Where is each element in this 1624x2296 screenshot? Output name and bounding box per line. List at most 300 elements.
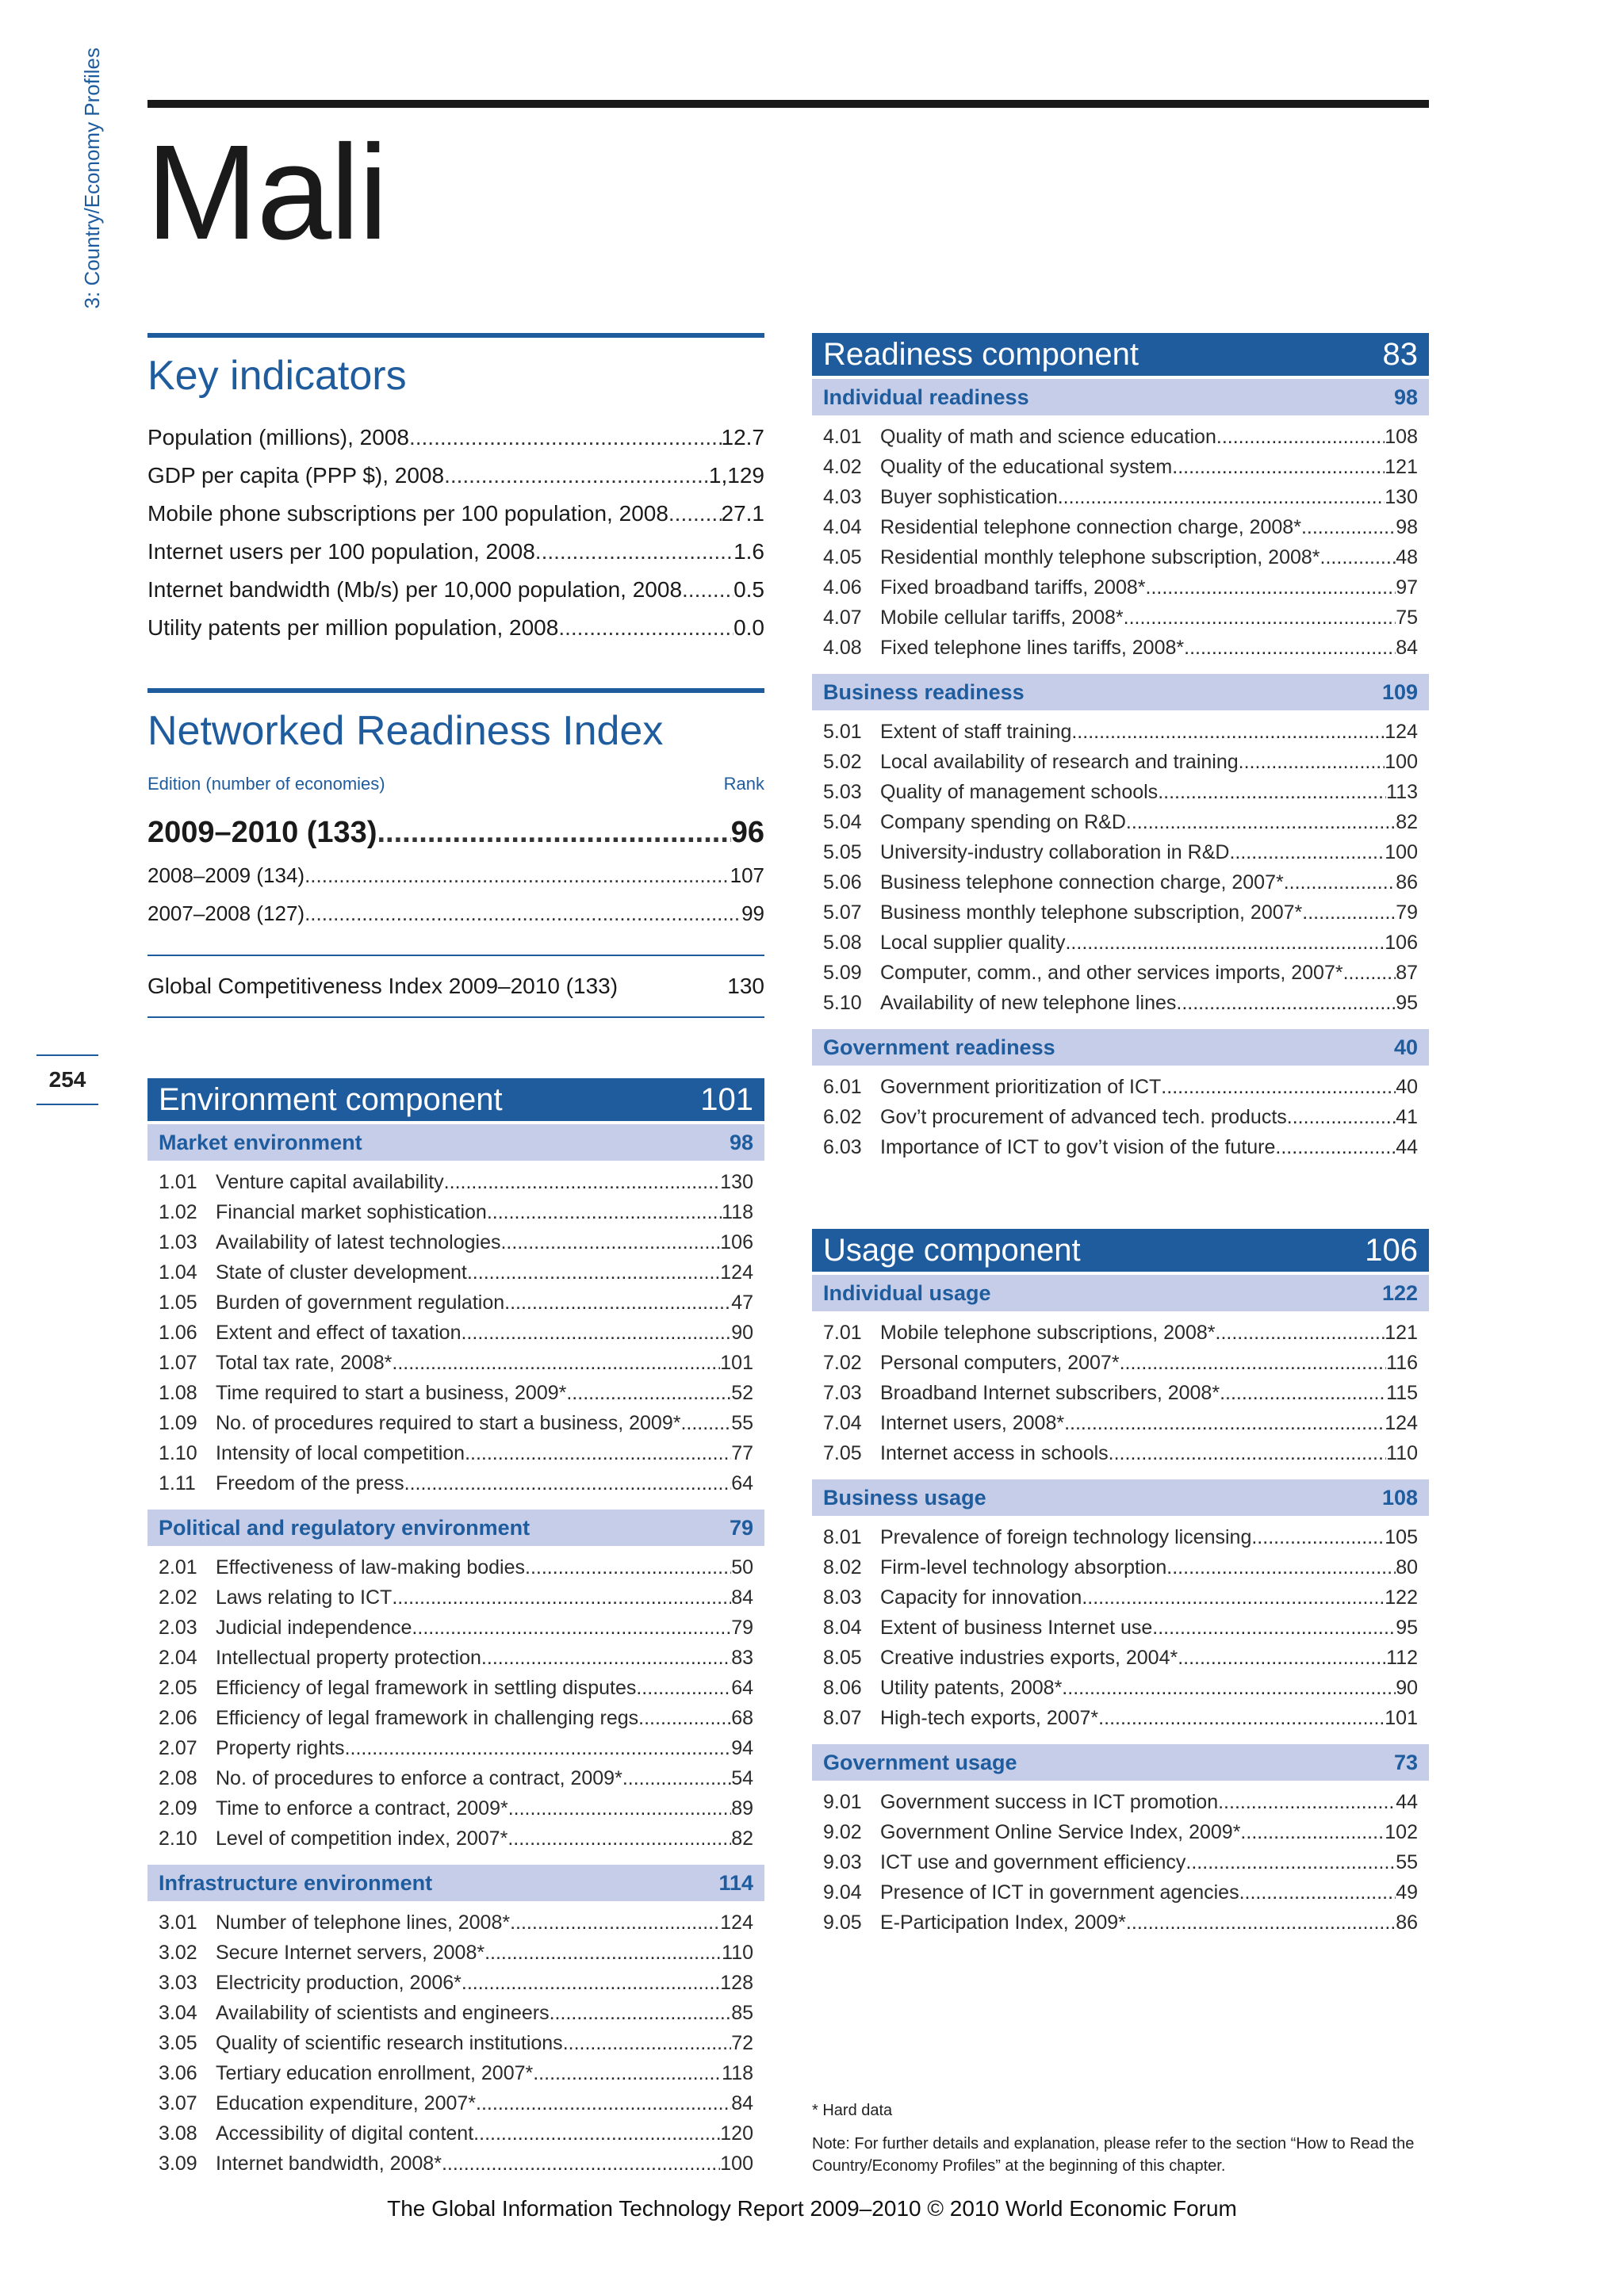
indicator-rank: 80 — [1396, 1556, 1418, 1578]
indicator-code: 4.01 — [823, 426, 862, 448]
indicator-value: 27.1 — [721, 501, 764, 526]
leader-dots — [1240, 1817, 1385, 1847]
nri-history-row — [147, 856, 764, 894]
hard-data-note: * Hard data — [812, 2102, 893, 2119]
indicator-code: 2.06 — [159, 1707, 197, 1729]
indicator-rank: 86 — [1396, 871, 1418, 894]
indicator-label: Internet access in schools — [880, 1442, 1109, 1464]
indicator-label: Availability of latest technologies — [216, 1231, 501, 1253]
indicator-code: 7.01 — [823, 1322, 862, 1344]
indicator-row — [159, 2058, 753, 2088]
leader-dots — [476, 2088, 731, 2118]
indicator-code: 5.06 — [823, 871, 862, 894]
indicator-code: 2.07 — [159, 1737, 197, 1759]
indicator-code: 5.10 — [823, 992, 862, 1014]
indicator-rank: 128 — [720, 1972, 753, 1994]
indicator-rank: 97 — [1396, 576, 1418, 599]
leader-dots — [525, 1552, 731, 1582]
indicator-row — [823, 1877, 1418, 1908]
indicator-rank: 98 — [1396, 516, 1418, 538]
indicator-row — [159, 2118, 753, 2149]
indicator-code: 5.05 — [823, 841, 862, 863]
indicator-label: Government success in ICT promotion — [880, 1791, 1219, 1813]
indicator-rank: 55 — [731, 1412, 753, 1434]
component-title: Usage component — [823, 1233, 1081, 1268]
indicator-rank: 90 — [1396, 1677, 1418, 1699]
leader-dots — [404, 1468, 732, 1498]
indicator-row — [159, 1408, 753, 1438]
indicator-label: Government Online Service Index, 2009* — [880, 1821, 1241, 1843]
indicator-code: 3.09 — [159, 2152, 197, 2175]
indicator-code: 4.04 — [823, 516, 862, 538]
indicator-row — [823, 1522, 1418, 1552]
indicator-code: 3.07 — [159, 2092, 197, 2114]
indicator-row — [159, 1998, 753, 2028]
indicator-rank: 84 — [731, 2092, 753, 2114]
indicator-label: Tertiary education enrollment, 2007* — [216, 2062, 534, 2084]
leader-dots — [481, 1643, 731, 1673]
leader-dots — [508, 1823, 731, 1854]
leader-dots — [1109, 1438, 1386, 1468]
indicator-code: 3.01 — [159, 1911, 197, 1934]
indicator-code: 2.03 — [159, 1617, 197, 1639]
leader-dots — [638, 1703, 731, 1733]
nri-history-row — [147, 894, 764, 932]
indicator-row — [823, 1703, 1418, 1733]
indicator-value: 1,129 — [708, 463, 764, 488]
leader-dots — [1152, 1613, 1396, 1643]
indicator-row — [159, 1167, 753, 1197]
indicator-label: Time to enforce a contract, 2009* — [216, 1797, 508, 1820]
indicator-rank: 84 — [731, 1586, 753, 1609]
indicator-code: 1.03 — [159, 1231, 197, 1253]
indicator-row — [823, 777, 1418, 807]
indicator-label: Quality of management schools — [880, 781, 1159, 803]
indicator-row — [823, 747, 1418, 777]
indicator-code: 9.02 — [823, 1821, 862, 1843]
indicator-rank: 85 — [731, 2002, 753, 2024]
key-indicators-title: Key indicators — [147, 353, 407, 399]
indicator-label: Intensity of local competition — [216, 1442, 465, 1464]
indicator-row — [159, 1908, 753, 1938]
indicator-row — [823, 603, 1418, 633]
leader-dots — [1302, 897, 1396, 928]
leader-dots — [304, 894, 741, 932]
indicator-row — [823, 1378, 1418, 1408]
indicator-code: 7.05 — [823, 1442, 862, 1464]
indicator-list — [147, 1901, 764, 2185]
indicator-code: 1.02 — [159, 1201, 197, 1223]
indicator-code: 5.01 — [823, 721, 862, 743]
indicator-code: 4.07 — [823, 607, 862, 629]
leader-dots — [392, 1582, 731, 1613]
subindex-rank: 98 — [1393, 385, 1418, 409]
indicator-row — [823, 1072, 1418, 1102]
indicator-row — [823, 958, 1418, 988]
indicator-row — [823, 717, 1418, 747]
indicator-row — [159, 1703, 753, 1733]
indicator-row — [823, 1613, 1418, 1643]
indicator-code: 9.04 — [823, 1881, 862, 1904]
indicator-row — [159, 1197, 753, 1227]
component-header — [812, 1229, 1429, 1272]
indicator-code: 8.02 — [823, 1556, 862, 1578]
leader-dots — [500, 1227, 720, 1257]
leader-dots — [1065, 928, 1385, 958]
leader-dots — [1058, 482, 1385, 512]
indicator-code: 8.07 — [823, 1707, 862, 1729]
key-indicator-row — [147, 419, 764, 457]
indicator-row — [823, 1847, 1418, 1877]
indicator-rank: 55 — [1396, 1851, 1418, 1873]
indicator-label: Creative industries exports, 2004* — [880, 1647, 1178, 1669]
leader-dots — [566, 1378, 731, 1408]
leader-dots — [1251, 1522, 1385, 1552]
subindex-title: Market environment — [159, 1131, 362, 1154]
indicator-row — [159, 1438, 753, 1468]
indicator-label: Firm-level technology absorption — [880, 1556, 1167, 1578]
gci-rank: 130 — [727, 974, 764, 998]
indicator-row — [823, 1348, 1418, 1378]
indicator-rank: 68 — [731, 1707, 753, 1729]
subindex-rank: 108 — [1381, 1486, 1418, 1510]
leader-dots — [1239, 747, 1385, 777]
leader-dots — [1172, 452, 1385, 482]
indicator-row — [159, 1763, 753, 1793]
indicator-rank: 95 — [1396, 1617, 1418, 1639]
indicator-code: 2.09 — [159, 1797, 197, 1820]
subindex-title: Individual usage — [823, 1281, 991, 1305]
indicator-rank: 113 — [1386, 781, 1418, 803]
leader-dots — [377, 809, 730, 856]
indicator-label: Business telephone connection charge, 2007* — [880, 871, 1284, 894]
indicator-rank: 101 — [1385, 1707, 1418, 1729]
indicator-rank: 44 — [1396, 1791, 1418, 1813]
indicator-code: 9.05 — [823, 1911, 862, 1934]
indicator-row — [823, 928, 1418, 958]
nri-history — [147, 856, 764, 932]
indicator-label: Burden of government regulation — [216, 1292, 505, 1314]
indicator-code: 5.02 — [823, 751, 862, 773]
leader-dots — [1120, 1348, 1387, 1378]
indicator-label: Secure Internet servers, 2008* — [216, 1942, 485, 1964]
key-indicator-row — [147, 609, 764, 647]
indicator-label: E-Participation Index, 2009* — [880, 1911, 1126, 1934]
indicator-row — [159, 2149, 753, 2179]
indicator-code: 3.03 — [159, 1972, 197, 1994]
usage-component — [812, 1229, 1429, 1944]
leader-dots — [485, 1938, 722, 1968]
leader-dots — [462, 1968, 720, 1998]
indicator-row — [159, 1673, 753, 1703]
leader-dots — [1284, 867, 1396, 897]
subindex-rank: 79 — [729, 1516, 753, 1540]
further-note: Note: For further details and explanation, please refer to the section “How to Read the Country/Economy Profiles” at the beginning of this chapter. — [812, 2135, 1415, 2175]
indicator-list — [812, 1781, 1429, 1944]
indicator-row — [823, 1643, 1418, 1673]
indicator-rank: 121 — [1385, 1322, 1418, 1344]
indicator-rank: 130 — [1385, 486, 1418, 508]
leader-dots — [1185, 1847, 1396, 1877]
indicator-rank: 79 — [1396, 901, 1418, 924]
indicator-row — [159, 1793, 753, 1823]
key-indicator-row — [147, 457, 764, 495]
nri-rank: 99 — [741, 901, 764, 925]
indicator-rank: 72 — [731, 2032, 753, 2054]
indicator-row — [823, 482, 1418, 512]
indicator-value: 12.7 — [721, 425, 764, 450]
indicator-label: Internet users per 100 population, 2008 — [147, 539, 535, 564]
indicator-row — [159, 1613, 753, 1643]
indicator-rank: 130 — [720, 1171, 753, 1193]
subindex-header — [812, 674, 1429, 710]
indicator-label: University-industry collaboration in R&D — [880, 841, 1230, 863]
nri-current-rank: 96 — [730, 816, 764, 849]
leader-dots — [461, 1318, 731, 1348]
indicator-row — [159, 1378, 753, 1408]
indicator-label: High-tech exports, 2007* — [880, 1707, 1099, 1729]
indicator-rank: 83 — [731, 1647, 753, 1669]
indicator-row — [159, 1257, 753, 1288]
indicator-label: Extent and effect of taxation — [216, 1322, 462, 1344]
side-tab — [65, 48, 119, 396]
indicator-label: Importance of ICT to gov’t vision of the future — [880, 1136, 1276, 1158]
key-indicators-section — [147, 333, 764, 647]
indicator-rank: 101 — [720, 1352, 753, 1374]
indicator-row — [823, 1673, 1418, 1703]
indicator-code: 3.04 — [159, 2002, 197, 2024]
indicator-rank: 106 — [1385, 932, 1418, 954]
indicator-row — [823, 1817, 1418, 1847]
leader-dots — [345, 1733, 732, 1763]
indicator-label: Personal computers, 2007* — [880, 1352, 1120, 1374]
indicator-list — [812, 415, 1429, 669]
nri-section — [147, 688, 764, 1018]
leader-dots — [563, 2028, 732, 2058]
indicator-rank: 124 — [1385, 721, 1418, 743]
indicator-label: GDP per capita (PPP $), 2008 — [147, 463, 445, 488]
leader-dots — [1098, 1703, 1385, 1733]
key-indicator-row — [147, 533, 764, 571]
indicator-code: 5.09 — [823, 962, 862, 984]
indicator-code: 5.08 — [823, 932, 862, 954]
indicator-code: 6.03 — [823, 1136, 862, 1158]
subindex-title: Government readiness — [823, 1035, 1055, 1059]
indicator-label: Property rights — [216, 1737, 345, 1759]
indicator-rank: 120 — [720, 2122, 753, 2145]
indicator-rank: 100 — [720, 2152, 753, 2175]
indicator-label: Laws relating to ICT — [216, 1586, 393, 1609]
indicator-label: Utility patents, 2008* — [880, 1677, 1063, 1699]
indicator-label: Prevalence of foreign technology licensing — [880, 1526, 1252, 1548]
nri-edition: 2007–2008 (127) — [147, 901, 305, 925]
indicator-code: 8.01 — [823, 1526, 862, 1548]
subindex-title: Business readiness — [823, 680, 1025, 704]
indicator-list — [147, 1161, 764, 1505]
key-indicators-list — [147, 419, 764, 647]
leader-dots — [487, 1197, 722, 1227]
component-header — [812, 333, 1429, 376]
leader-dots — [1158, 777, 1386, 807]
indicator-row — [159, 1582, 753, 1613]
indicator-row — [823, 542, 1418, 572]
leader-dots — [1216, 1318, 1385, 1348]
leader-dots — [1343, 958, 1396, 988]
indicator-rank: 94 — [731, 1737, 753, 1759]
indicator-label: Residential telephone connection charge, 2008* — [880, 516, 1301, 538]
indicator-code: 1.11 — [159, 1472, 196, 1494]
subindex-title: Business usage — [823, 1486, 986, 1510]
indicator-row — [823, 1102, 1418, 1132]
indicator-row — [159, 1468, 753, 1498]
subindex-header — [147, 1865, 764, 1901]
subindex-title: Individual readiness — [823, 385, 1029, 409]
indicator-code: 1.01 — [159, 1171, 197, 1193]
indicator-label: Local availability of research and training — [880, 751, 1239, 773]
key-indicator-row — [147, 571, 764, 609]
page-title: Mali — [146, 117, 387, 268]
indicator-rank: 121 — [1385, 456, 1418, 478]
leader-dots — [1184, 633, 1396, 663]
indicator-row — [823, 1787, 1418, 1817]
indicator-rank: 82 — [1396, 811, 1418, 833]
leader-dots — [1178, 1643, 1386, 1673]
indicator-code: 7.04 — [823, 1412, 862, 1434]
gci-row — [147, 955, 764, 1018]
indicator-row — [159, 1227, 753, 1257]
leader-dots — [504, 1288, 731, 1318]
gci-label: Global Competitiveness Index 2009–2010 (133) — [147, 974, 619, 998]
nri-title: Networked Readiness Index — [147, 708, 664, 754]
indicator-code: 9.01 — [823, 1791, 862, 1813]
indicator-rank: 100 — [1385, 751, 1418, 773]
indicator-label: Number of telephone lines, 2008* — [216, 1911, 511, 1934]
indicator-rank: 115 — [1386, 1382, 1418, 1404]
indicator-label: Fixed telephone lines tariffs, 2008* — [880, 637, 1185, 659]
indicator-label: Availability of scientists and engineers — [216, 2002, 550, 2024]
indicator-rank: 84 — [1396, 637, 1418, 659]
indicator-rank: 105 — [1385, 1526, 1418, 1548]
indicator-code: 4.05 — [823, 546, 862, 568]
leader-dots — [1301, 512, 1396, 542]
indicator-list — [812, 1311, 1429, 1475]
indicator-label: No. of procedures to enforce a contract, 2009* — [216, 1767, 622, 1789]
indicator-rank: 48 — [1396, 546, 1418, 568]
indicator-row — [159, 1733, 753, 1763]
indicator-rank: 89 — [731, 1797, 753, 1820]
indicator-label: Extent of staff training — [880, 721, 1072, 743]
indicator-label: Government prioritization of ICT — [880, 1076, 1162, 1098]
indicator-list — [812, 1066, 1429, 1169]
indicator-code: 8.06 — [823, 1677, 862, 1699]
indicator-code: 8.03 — [823, 1586, 862, 1609]
indicator-code: 8.04 — [823, 1617, 862, 1639]
indicator-code: 4.02 — [823, 456, 862, 478]
subindex-rank: 73 — [1393, 1751, 1418, 1774]
nri-rank: 107 — [730, 863, 764, 887]
leader-dots — [392, 1348, 720, 1378]
indicator-label: Electricity production, 2006* — [216, 1972, 462, 1994]
indicator-code: 1.05 — [159, 1292, 197, 1314]
indicator-code: 1.08 — [159, 1382, 197, 1404]
subindex-header — [147, 1510, 764, 1546]
leader-dots — [304, 856, 730, 894]
indicator-label: Total tax rate, 2008* — [216, 1352, 393, 1374]
indicator-row — [823, 512, 1418, 542]
indicator-row — [823, 1552, 1418, 1582]
subindex-rank: 114 — [718, 1871, 753, 1895]
indicator-code: 6.02 — [823, 1106, 862, 1128]
subindex-rank: 109 — [1381, 680, 1418, 704]
subindex-header — [812, 379, 1429, 415]
leader-dots — [510, 1908, 720, 1938]
indicator-row — [823, 633, 1418, 663]
component-title: Environment component — [159, 1082, 503, 1117]
indicator-code: 1.09 — [159, 1412, 197, 1434]
indicator-label: ICT use and government efficiency — [880, 1851, 1186, 1873]
indicator-rank: 90 — [731, 1322, 753, 1344]
indicator-label: Population (millions), 2008 — [147, 425, 409, 450]
subindex-title: Infrastructure environment — [159, 1871, 433, 1895]
indicator-rank: 124 — [1385, 1412, 1418, 1434]
indicator-row — [823, 807, 1418, 837]
indicator-code: 8.05 — [823, 1647, 862, 1669]
leader-dots — [636, 1673, 731, 1703]
indicator-row — [159, 1968, 753, 1998]
leader-dots — [1320, 542, 1396, 572]
leader-dots — [467, 1257, 720, 1288]
leader-dots — [1082, 1582, 1385, 1613]
indicator-row — [159, 1938, 753, 1968]
indicator-code: 2.04 — [159, 1647, 197, 1669]
indicator-label: Effectiveness of law-making bodies — [216, 1556, 526, 1578]
leader-dots — [465, 1438, 731, 1468]
leader-dots — [473, 2118, 720, 2149]
section-rule — [147, 688, 764, 693]
indicator-rank: 122 — [1385, 1586, 1418, 1609]
indicator-code: 1.06 — [159, 1322, 197, 1344]
indicator-rank: 47 — [731, 1292, 753, 1314]
leader-dots — [1161, 1072, 1396, 1102]
component-rank: 101 — [700, 1082, 753, 1117]
indicator-label: Venture capital availability — [216, 1171, 444, 1193]
indicator-rank: 112 — [1386, 1647, 1418, 1669]
leader-dots — [668, 495, 722, 533]
indicator-label: Quality of the educational system — [880, 456, 1173, 478]
indicator-rank: 75 — [1396, 607, 1418, 629]
subindex-header — [812, 1744, 1429, 1781]
subindex-header — [812, 1275, 1429, 1311]
nri-edition: 2008–2009 (134) — [147, 863, 305, 887]
indicator-rank: 124 — [720, 1911, 753, 1934]
indicator-code: 5.07 — [823, 901, 862, 924]
indicator-rank: 40 — [1396, 1076, 1418, 1098]
indicator-row — [823, 867, 1418, 897]
indicator-label: Intellectual property protection — [216, 1647, 481, 1669]
subindex-header — [147, 1124, 764, 1161]
indicator-rank: 102 — [1385, 1821, 1418, 1843]
indicator-rank: 116 — [1386, 1352, 1418, 1374]
subindex-rank: 122 — [1381, 1281, 1418, 1305]
footer: The Global Information Technology Report 2009–2010 © 2010 World Economic Forum — [387, 2196, 1237, 2221]
nri-current — [147, 809, 764, 856]
indicator-rank: 108 — [1385, 426, 1418, 448]
indicator-label: Mobile phone subscriptions per 100 population, 2008 — [147, 501, 668, 526]
environment-component — [147, 1078, 764, 2185]
indicator-code: 5.03 — [823, 781, 862, 803]
leader-dots — [535, 533, 733, 571]
indicator-label: Quality of scientific research institutions — [216, 2032, 563, 2054]
